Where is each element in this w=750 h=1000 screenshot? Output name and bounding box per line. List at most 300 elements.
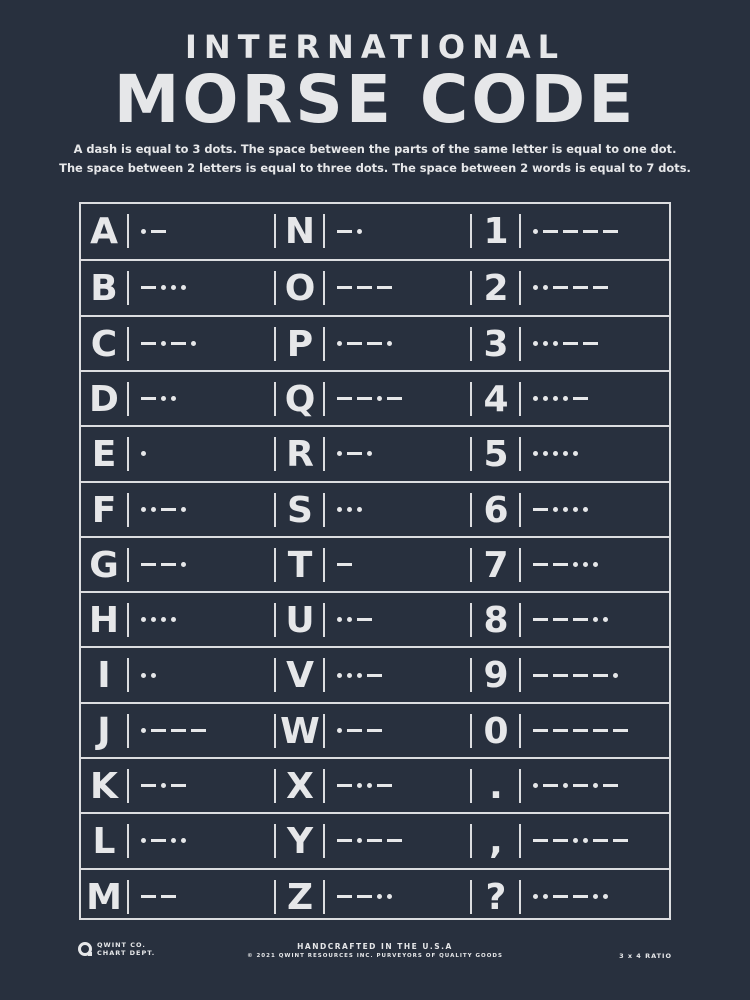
dot-mark <box>387 341 392 346</box>
column-divider <box>470 880 472 914</box>
brand-logo <box>78 941 155 957</box>
dot-mark <box>171 617 176 622</box>
morse-code <box>533 593 613 646</box>
row-divider <box>127 214 129 248</box>
dash-mark <box>151 729 166 732</box>
morse-code <box>533 427 583 480</box>
morse-code <box>533 814 633 867</box>
dot-mark <box>357 783 362 788</box>
dot-mark <box>603 894 608 899</box>
row-divider <box>127 880 129 914</box>
dot-mark <box>533 894 538 899</box>
morse-code <box>141 427 151 480</box>
column-divider <box>470 824 472 858</box>
dot-mark <box>191 341 196 346</box>
column-divider <box>274 214 276 248</box>
dot-mark <box>357 673 362 678</box>
dot-mark <box>543 396 548 401</box>
morse-character: O <box>284 268 316 310</box>
dot-mark <box>543 451 548 456</box>
dash-mark <box>613 839 628 842</box>
morse-code <box>533 317 603 370</box>
row-divider <box>519 327 521 361</box>
row-divider <box>127 658 129 692</box>
table-row <box>81 812 669 867</box>
table-row <box>81 646 669 701</box>
morse-character: 4 <box>483 378 509 420</box>
dash-mark <box>573 895 588 898</box>
morse-code <box>141 372 181 425</box>
dash-mark <box>347 729 362 732</box>
dot-mark <box>593 894 598 899</box>
morse-code <box>533 704 633 757</box>
morse-code <box>533 870 613 923</box>
dash-mark <box>337 839 352 842</box>
dash-mark <box>367 342 382 345</box>
dash-mark <box>603 230 618 233</box>
dash-mark <box>171 342 186 345</box>
row-divider <box>519 880 521 914</box>
morse-code <box>337 261 397 314</box>
morse-code <box>141 870 181 923</box>
morse-character: N <box>284 211 316 252</box>
dot-mark <box>151 617 156 622</box>
row-divider <box>519 824 521 858</box>
dash-mark <box>593 729 608 732</box>
row-divider <box>519 548 521 582</box>
dot-mark <box>141 617 146 622</box>
morse-code <box>141 538 191 591</box>
row-divider <box>323 658 325 692</box>
dash-mark <box>603 784 618 787</box>
row-divider <box>323 603 325 637</box>
row-divider <box>127 437 129 471</box>
row-divider <box>323 769 325 803</box>
dash-mark <box>337 397 352 400</box>
dash-mark <box>573 784 588 787</box>
row-divider <box>519 437 521 471</box>
dash-mark <box>141 342 156 345</box>
dot-mark <box>347 617 352 622</box>
dot-mark <box>337 673 342 678</box>
morse-code <box>533 372 593 425</box>
morse-character: G <box>89 544 119 586</box>
dash-mark <box>141 286 156 289</box>
morse-code <box>337 427 377 480</box>
morse-code <box>337 372 407 425</box>
morse-code <box>337 648 387 701</box>
row-divider <box>519 214 521 248</box>
row-divider <box>323 880 325 914</box>
row-divider <box>127 714 129 748</box>
dot-mark <box>161 285 166 290</box>
dash-mark <box>553 729 568 732</box>
row-divider <box>323 327 325 361</box>
dot-mark <box>533 285 538 290</box>
dash-mark <box>337 895 352 898</box>
column-divider <box>470 493 472 527</box>
row-divider <box>323 824 325 858</box>
dash-mark <box>171 729 186 732</box>
row-divider <box>323 214 325 248</box>
dash-mark <box>533 674 548 677</box>
row-divider <box>519 658 521 692</box>
morse-code <box>337 759 397 812</box>
morse-character: M <box>86 876 122 918</box>
morse-character: P <box>286 323 314 365</box>
column-divider <box>274 437 276 471</box>
dot-mark <box>553 341 558 346</box>
dash-mark <box>613 729 628 732</box>
morse-code <box>533 648 623 701</box>
row-divider <box>127 824 129 858</box>
dash-mark <box>387 397 402 400</box>
dot-mark <box>543 285 548 290</box>
dot-mark <box>357 838 362 843</box>
dash-mark <box>337 563 352 566</box>
dot-mark <box>553 507 558 512</box>
dash-mark <box>367 674 382 677</box>
dot-mark <box>181 562 186 567</box>
morse-code <box>337 483 367 536</box>
column-divider <box>470 382 472 416</box>
dot-mark <box>367 783 372 788</box>
dot-mark <box>337 728 342 733</box>
table-row <box>81 425 669 480</box>
column-divider <box>470 437 472 471</box>
dash-mark <box>583 342 598 345</box>
column-divider <box>274 714 276 748</box>
morse-character: , <box>489 821 503 863</box>
morse-character: D <box>89 378 119 420</box>
dot-mark <box>533 396 538 401</box>
row-divider <box>519 493 521 527</box>
dot-mark <box>161 783 166 788</box>
morse-table <box>79 202 671 920</box>
dash-mark <box>573 397 588 400</box>
dot-mark <box>337 341 342 346</box>
morse-code <box>141 483 191 536</box>
footer-ratio: 3 x 4 RATIO <box>619 952 672 960</box>
morse-code <box>141 759 191 812</box>
dash-mark <box>161 508 176 511</box>
dot-mark <box>563 507 568 512</box>
row-divider <box>519 382 521 416</box>
morse-character: K <box>90 766 118 807</box>
logo-line: CHART DEPT. <box>97 949 156 957</box>
dot-mark <box>151 507 156 512</box>
dot-mark <box>141 229 146 234</box>
morse-character: 2 <box>483 268 509 310</box>
column-divider <box>274 603 276 637</box>
morse-code <box>141 593 181 646</box>
dash-mark <box>337 784 352 787</box>
row-divider <box>127 327 129 361</box>
dot-mark <box>357 229 362 234</box>
dash-mark <box>533 563 548 566</box>
dash-mark <box>357 895 372 898</box>
dash-mark <box>543 230 558 233</box>
dash-mark <box>357 286 372 289</box>
dot-mark <box>181 507 186 512</box>
table-row <box>81 757 669 812</box>
morse-code <box>533 483 593 536</box>
logo-line: QWINT CO. <box>97 941 146 949</box>
morse-character: V <box>286 655 314 697</box>
dot-mark <box>553 451 558 456</box>
morse-character: X <box>286 766 314 807</box>
morse-character: C <box>90 323 118 365</box>
morse-character: E <box>91 434 117 476</box>
morse-character: S <box>287 489 313 531</box>
dot-mark <box>533 341 538 346</box>
row-divider <box>323 548 325 582</box>
dot-mark <box>337 451 342 456</box>
dot-mark <box>141 728 146 733</box>
column-divider <box>470 548 472 582</box>
dot-mark <box>543 341 548 346</box>
morse-code <box>141 204 171 259</box>
dash-mark <box>161 895 176 898</box>
row-divider <box>519 714 521 748</box>
dot-mark <box>573 838 578 843</box>
dash-mark <box>161 563 176 566</box>
dot-mark <box>377 396 382 401</box>
dash-mark <box>563 342 578 345</box>
dot-mark <box>573 562 578 567</box>
morse-character: ? <box>485 876 507 918</box>
dash-mark <box>387 839 402 842</box>
column-divider <box>470 603 472 637</box>
dash-mark <box>357 618 372 621</box>
dash-mark <box>563 230 578 233</box>
dot-mark <box>553 396 558 401</box>
dot-mark <box>533 451 538 456</box>
dash-mark <box>347 342 362 345</box>
morse-character: T <box>287 544 313 586</box>
dash-mark <box>543 784 558 787</box>
table-row <box>81 481 669 536</box>
dash-mark <box>533 729 548 732</box>
row-divider <box>323 714 325 748</box>
morse-character: 5 <box>483 434 509 476</box>
dash-mark <box>593 674 608 677</box>
morse-character: J <box>97 710 111 752</box>
morse-character: 9 <box>483 655 509 697</box>
dot-mark <box>583 507 588 512</box>
dot-mark <box>141 507 146 512</box>
dot-mark <box>573 451 578 456</box>
row-divider <box>323 493 325 527</box>
column-divider <box>470 714 472 748</box>
dot-mark <box>171 396 176 401</box>
dot-mark <box>181 838 186 843</box>
intro-line: A dash is equal to 3 dots. The space between the parts of the same letter is equal to one dot. <box>73 142 677 156</box>
morse-code <box>533 538 603 591</box>
morse-code <box>141 704 211 757</box>
dash-mark <box>151 230 166 233</box>
row-divider <box>323 271 325 305</box>
column-divider <box>470 769 472 803</box>
morse-character: I <box>97 655 111 697</box>
dot-mark <box>387 894 392 899</box>
footer-credit <box>200 941 550 961</box>
morse-code <box>141 648 161 701</box>
dot-mark <box>533 783 538 788</box>
morse-code <box>337 814 407 867</box>
dot-mark <box>593 562 598 567</box>
dash-mark <box>357 397 372 400</box>
dash-mark <box>533 839 548 842</box>
dot-mark <box>367 451 372 456</box>
poster-kicker: INTERNATIONAL <box>185 28 565 66</box>
morse-code <box>337 704 387 757</box>
dash-mark <box>553 286 568 289</box>
dash-mark <box>573 618 588 621</box>
dot-mark <box>161 617 166 622</box>
row-divider <box>519 271 521 305</box>
dot-mark <box>171 285 176 290</box>
dot-mark <box>337 617 342 622</box>
column-divider <box>470 214 472 248</box>
dot-mark <box>593 783 598 788</box>
column-divider <box>470 658 472 692</box>
dash-mark <box>141 784 156 787</box>
row-divider <box>519 603 521 637</box>
dash-mark <box>553 674 568 677</box>
dash-mark <box>337 230 352 233</box>
dot-mark <box>141 673 146 678</box>
dash-mark <box>347 452 362 455</box>
dash-mark <box>533 618 548 621</box>
dash-mark <box>171 784 186 787</box>
morse-character: Y <box>286 821 314 863</box>
column-divider <box>274 271 276 305</box>
dash-mark <box>553 618 568 621</box>
morse-character: U <box>285 600 315 642</box>
row-divider <box>127 603 129 637</box>
morse-character: 0 <box>483 710 509 752</box>
row-divider <box>127 271 129 305</box>
table-row <box>81 536 669 591</box>
table-row <box>81 204 669 259</box>
dash-mark <box>141 895 156 898</box>
column-divider <box>274 548 276 582</box>
dot-mark <box>347 673 352 678</box>
morse-character: W <box>280 710 320 752</box>
table-row <box>81 315 669 370</box>
dash-mark <box>553 563 568 566</box>
row-divider <box>519 769 521 803</box>
dash-mark <box>151 839 166 842</box>
intro-text <box>40 140 710 178</box>
table-row <box>81 591 669 646</box>
dot-mark <box>161 341 166 346</box>
morse-code <box>337 538 357 591</box>
morse-character: Z <box>286 876 314 918</box>
morse-code <box>533 759 623 812</box>
morse-character: 6 <box>483 489 509 531</box>
dot-mark <box>533 229 538 234</box>
dot-mark <box>141 451 146 456</box>
dot-mark <box>583 562 588 567</box>
morse-character: F <box>91 489 117 531</box>
column-divider <box>274 658 276 692</box>
dot-mark <box>603 617 608 622</box>
dash-mark <box>533 508 548 511</box>
column-divider <box>274 880 276 914</box>
dash-mark <box>367 839 382 842</box>
row-divider <box>127 493 129 527</box>
morse-code <box>533 204 623 259</box>
morse-character: R <box>286 434 314 476</box>
dash-mark <box>141 563 156 566</box>
dash-mark <box>367 729 382 732</box>
footer-main: HANDCRAFTED IN THE U.S.A <box>297 942 453 951</box>
dot-mark <box>563 396 568 401</box>
dash-mark <box>573 674 588 677</box>
dash-mark <box>553 839 568 842</box>
morse-character: L <box>92 821 116 863</box>
row-divider <box>323 437 325 471</box>
morse-code <box>533 261 613 314</box>
intro-line: The space between 2 letters is equal to three dots. The space between 2 words is equal to 7 dots. <box>59 161 691 175</box>
dash-mark <box>141 397 156 400</box>
dot-mark <box>573 507 578 512</box>
dash-mark <box>593 839 608 842</box>
dot-mark <box>583 838 588 843</box>
table-row <box>81 702 669 757</box>
dot-mark <box>563 451 568 456</box>
column-divider <box>470 271 472 305</box>
table-row <box>81 370 669 425</box>
dot-mark <box>151 673 156 678</box>
table-row <box>81 868 669 923</box>
table-row <box>81 259 669 314</box>
dash-mark <box>593 286 608 289</box>
dot-mark <box>543 894 548 899</box>
dash-mark <box>583 230 598 233</box>
morse-code <box>141 814 191 867</box>
morse-character: A <box>90 211 118 252</box>
column-divider <box>470 327 472 361</box>
column-divider <box>274 824 276 858</box>
column-divider <box>274 382 276 416</box>
dot-mark <box>347 507 352 512</box>
morse-code <box>337 870 397 923</box>
dot-mark <box>181 285 186 290</box>
dash-mark <box>191 729 206 732</box>
morse-character: B <box>90 268 118 310</box>
dot-mark <box>357 507 362 512</box>
dot-mark <box>337 507 342 512</box>
morse-code <box>337 204 367 259</box>
morse-character: Q <box>284 378 316 420</box>
column-divider <box>274 327 276 361</box>
morse-character: H <box>88 600 120 642</box>
dash-mark <box>377 286 392 289</box>
dot-mark <box>161 396 166 401</box>
q-logo-icon <box>78 942 92 956</box>
row-divider <box>323 382 325 416</box>
column-divider <box>274 493 276 527</box>
dash-mark <box>553 895 568 898</box>
morse-code <box>337 317 397 370</box>
row-divider <box>127 382 129 416</box>
morse-character: 1 <box>483 211 509 252</box>
poster-title: MORSE CODE <box>113 61 637 138</box>
morse-character: 7 <box>483 544 509 586</box>
